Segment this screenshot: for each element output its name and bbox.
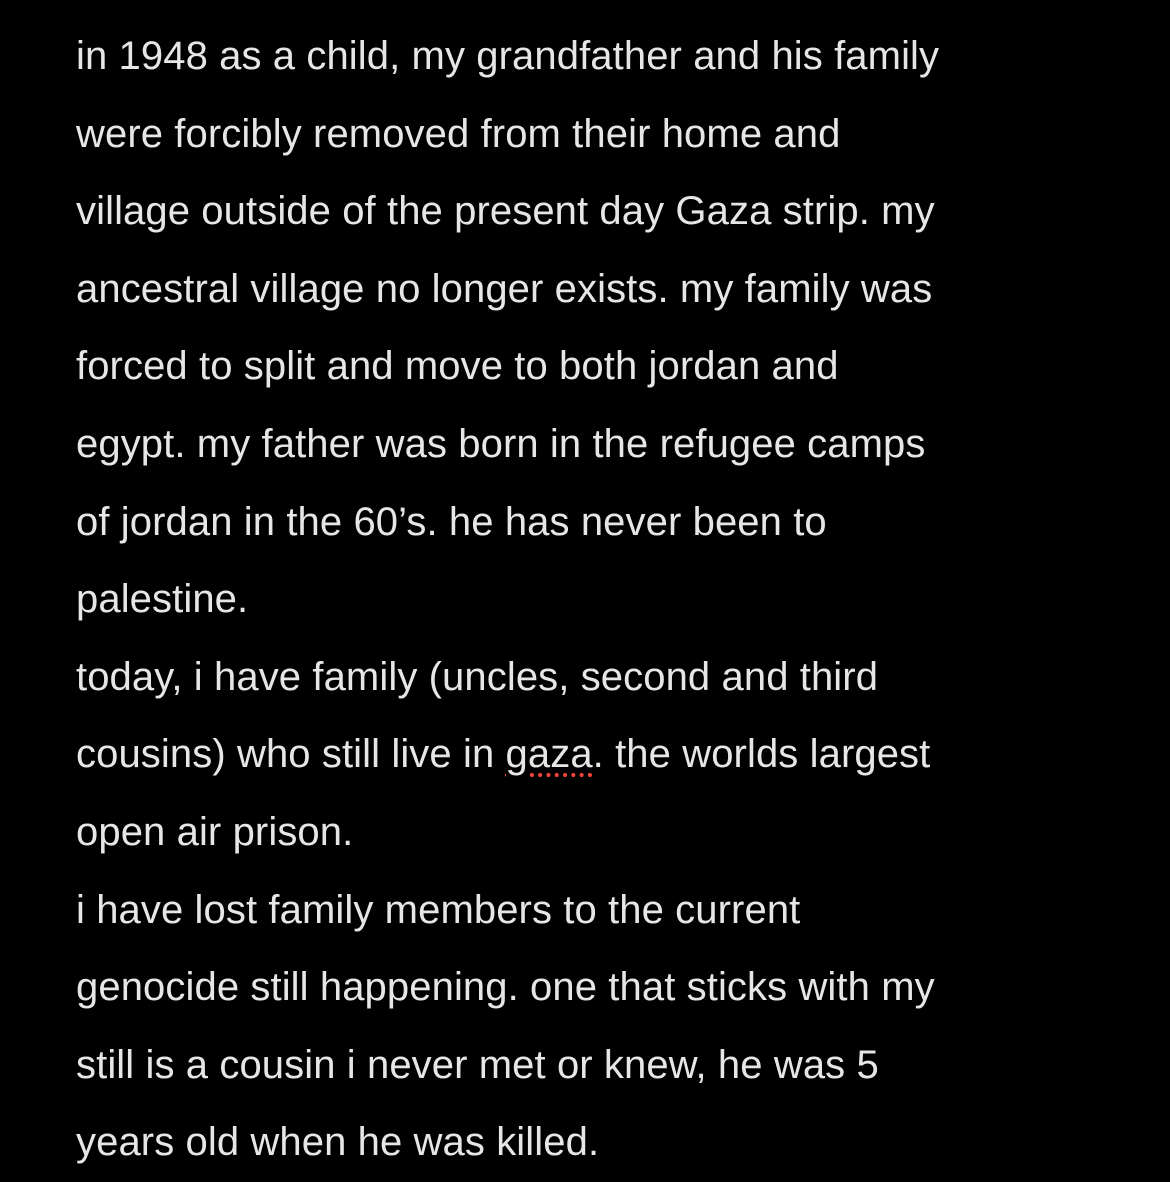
note-line: egypt. my father was born in the refugee camps <box>76 421 926 466</box>
note-line: forced to split and move to both jordan and <box>76 344 839 389</box>
spellcheck-flagged-word[interactable]: gaza <box>505 732 593 777</box>
note-line: i have lost family members to the current <box>76 887 801 932</box>
note-line-with-spellcheck <box>76 716 1156 794</box>
note-line: village outside of the present day Gaza strip. my <box>76 189 935 234</box>
note-line: of jordan in the 60’s. he has never been to <box>76 499 827 544</box>
note-line: today, i have family (uncles, second and third <box>76 654 879 699</box>
note-line: still is a cousin i never met or knew, he was 5 <box>76 1042 879 1087</box>
note-line: were forcibly removed from their home and <box>76 111 841 156</box>
note-text-area[interactable] <box>76 18 1156 1182</box>
note-line: ancestral village no longer exists. my family was <box>76 266 933 311</box>
note-text-segment: cousins) who still live in <box>76 732 506 777</box>
note-line: open air prison. <box>76 809 354 854</box>
note-line: palestine. <box>76 577 249 622</box>
note-line: years old when he was killed. <box>76 1120 600 1165</box>
note-line: in 1948 as a child, my grandfather and his family <box>76 34 940 78</box>
note-line: genocide still happening. one that sticks with my <box>76 965 935 1010</box>
note-text-segment: . the worlds largest <box>592 732 931 777</box>
